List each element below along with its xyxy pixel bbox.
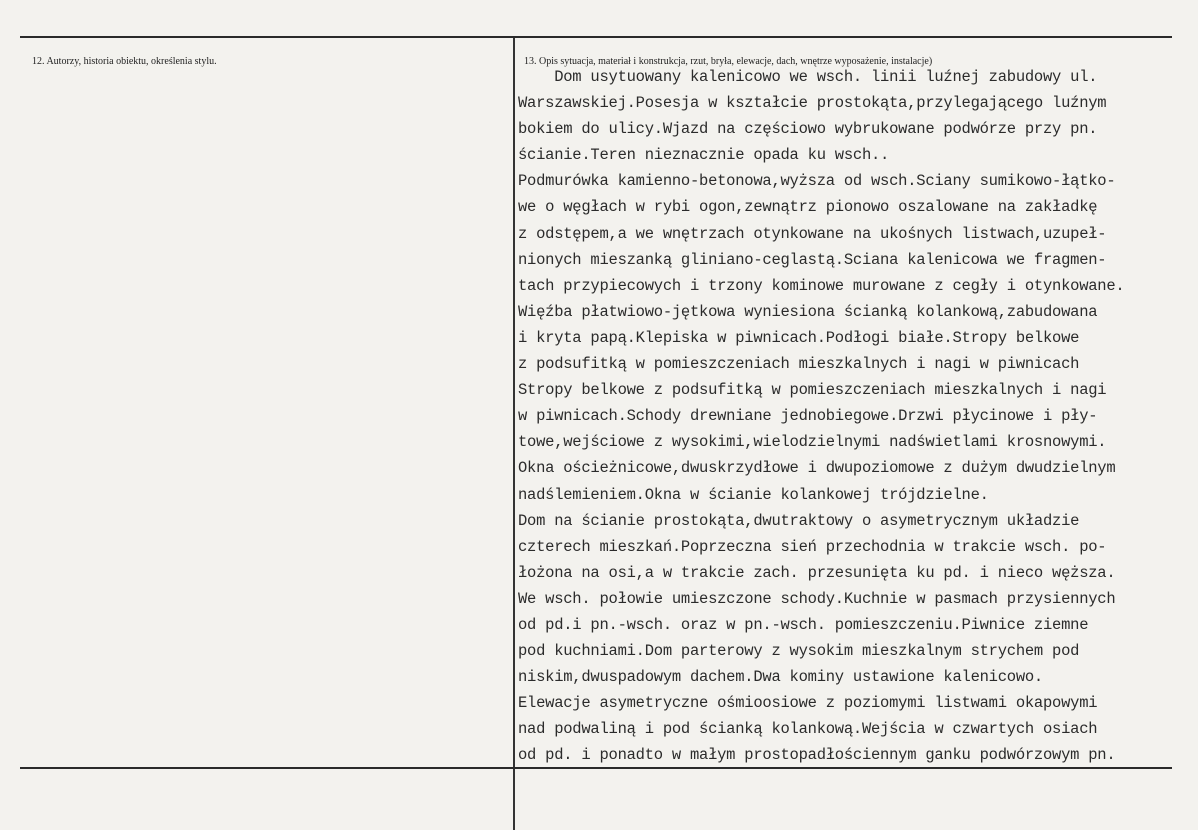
description-line: łożona na osi,a w trakcie zach. przesunięta ku pd. i nieco węższa. [518, 563, 1116, 582]
description-line: i kryta papą.Klepiska w piwnicach.Podłogi białe.Stropy belkowe [518, 328, 1080, 347]
description-line: bokiem do ulicy.Wjazd na częściowo wybrukowane podwórze przy pn. [518, 120, 1098, 139]
description-line: od pd.i pn.-wsch. oraz w pn.-wsch. pomieszczeniu.Piwnice ziemne [518, 615, 1089, 634]
description-line: Okna ościeżnicowe,dwuskrzydłowe i dwupoziomowe z dużym dwudzielnym [518, 459, 1116, 478]
section-13-label: 13. Opis sytuacja, materiał i konstrukcja, rzut, bryła, elewacje, dach, wnętrze wyposażenie, instalacje) [524, 56, 933, 67]
description-line: towe,wejściowe z wysokimi,wielodzielnymi nadświetlami krosnowymi. [518, 433, 1107, 452]
description-line: We wsch. połowie umieszczone schody.Kuchnie w pasmach przysiennych [518, 589, 1116, 608]
description-line: pod kuchniami.Dom parterowy z wysokim mieszkalnym strychem pod [518, 642, 1080, 661]
description-line: z podsufitką w pomieszczeniach mieszkalnych i nagi w piwnicach [518, 355, 1080, 374]
description-line: Podmurówka kamienno-betonowa,wyższa od wsch.Sciany sumikowo-łątko- [518, 172, 1116, 191]
description-line: Warszawskiej.Posesja w kształcie prostokąta,przylegającego luźnym [518, 94, 1107, 113]
description-line: z odstępem,a we wnętrzach otynkowane na ukośnych listwach,uzupeł- [518, 224, 1107, 243]
bottom-rule [20, 767, 1172, 769]
description-line: nadślemieniem.Okna w ścianie kolankowej trójdzielne. [518, 485, 989, 504]
description-line: Dom na ścianie prostokąta,dwutraktowy o asymetrycznym układzie [518, 511, 1080, 530]
top-rule [20, 36, 1172, 38]
description-line: czterech mieszkań.Poprzeczna sień przechodnia w trakcie wsch. po- [518, 537, 1107, 556]
description-line: ścianie.Teren nieznacznie opada ku wsch.. [518, 146, 890, 165]
description-line: Dom usytuowany kalenicowo we wsch. linii luźnej zabudowy ul. [518, 68, 1098, 86]
description-line: Więźba płatwiowo-jętkowa wyniesiona ścianką kolankową,zabudowana [518, 302, 1098, 321]
description-line: nionych mieszanką gliniano-ceglastą.Sciana kalenicowa we fragmen- [518, 250, 1107, 269]
description-line: Stropy belkowe z podsufitką w pomieszczeniach mieszkalnych i nagi [518, 381, 1107, 400]
description-line: Elewacje asymetryczne ośmioosiowe z poziomymi listwami okapowymi [518, 694, 1098, 713]
section-12-label: 12. Autorzy, historia obiektu, określenia stylu. [32, 56, 217, 67]
description-line: w piwnicach.Schody drewniane jednobiegowe.Drzwi płycinowe i pły- [518, 407, 1098, 426]
description-line: od pd. i ponadto w małym prostopadłościennym ganku podwórzowym pn. [518, 746, 1116, 765]
description-text [518, 64, 1194, 769]
description-line: nad podwaliną i pod ścianką kolankową.Wejścia w czwartych osiach [518, 720, 1098, 739]
description-line: tach przypiecowych i trzony kominowe murowane z cegły i otynkowane. [518, 276, 1125, 295]
description-line: niskim,dwuspadowym dachem.Dwa kominy ustawione kalenicowo. [518, 668, 1043, 687]
column-divider [513, 38, 515, 830]
description-line: we o węgłach w rybi ogon,zewnątrz pionowo oszalowane na zakładkę [518, 198, 1098, 217]
